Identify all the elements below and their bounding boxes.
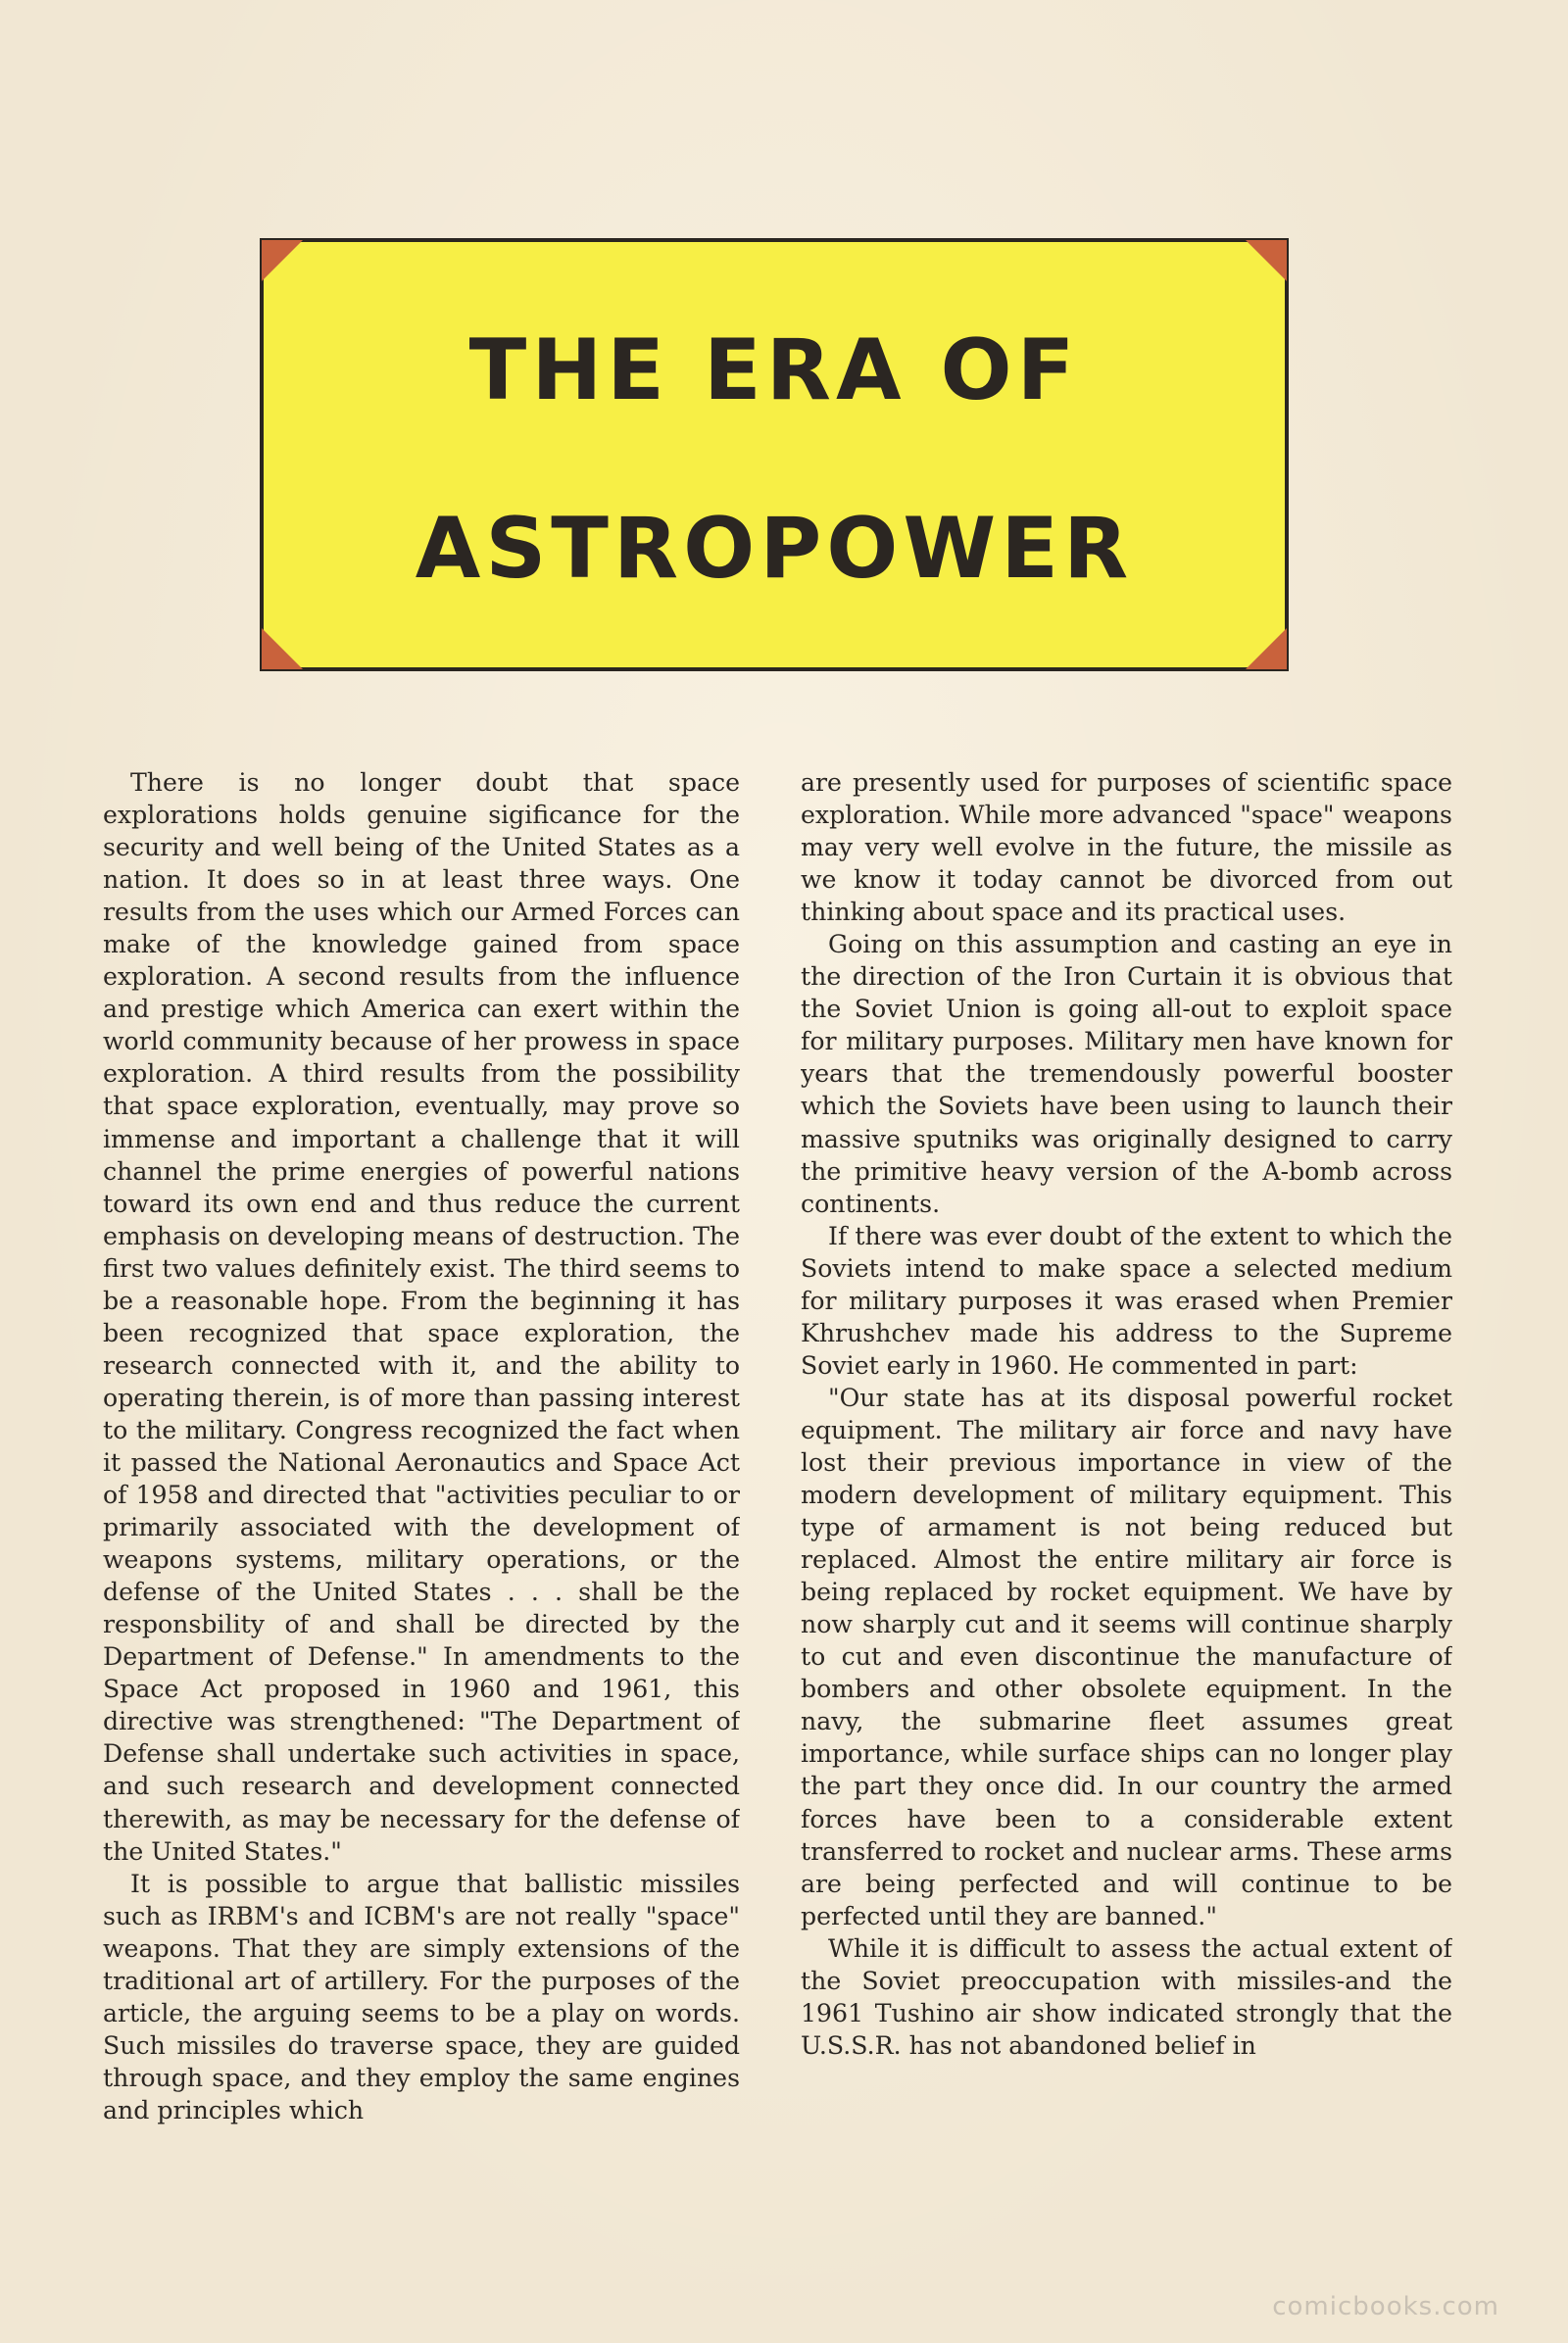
left-paragraph-1: There is no longer doubt that space explorations holds genuine sigificance for the security and well being of the United States as a nation. It does so in at least three ways. One results from the uses which our Armed Forces can make of the knowledge gained from space exploration. A second results from the influence and prestige which America can exert within the world community because of her prowess in space exploration. A third results from the possibility that space exploration, eventually, may prove so immense and important a challenge that it will channel the prime energies of powerful nations toward its own end and thus reduce the current emphasis on developing means of destruction. The first two values definitely exist. The third seems to be a reasonable hope. From the beginning it has been recognized that space exploration, the research connected with it, and the ability to operating therein, is of more than passing interest to the military. Congress recognized the fact when it passed the National Aeronautics and Space Act of 1958 and directed that "activities peculiar to or primarily associated with the development of weapons systems, military operations, or the defense of the United States . . . shall be the responsbility of and shall be directed by the Department of Defense." In amendments to the Space Act proposed in 1960 and 1961, this directive was strengthened: "The Department of Defense shall undertake such activities in space, and such research and development connected therewith, as may be necessary for the defense of the United States." [103,768,740,1866]
right-paragraph-2: If there was ever doubt of the extent to which the Soviets intend to make space a selected medium for military purposes it was erased when Premier Khrushchev made his address to the Supreme Soviet early in 1960. He commented in part: [801,1221,1452,1380]
watermark: comicbooks.com [1272,2292,1499,2321]
left-column [103,766,740,2187]
corner-ornament-top-right [1246,240,1287,281]
left-paragraph-2: It is possible to argue that ballistic missiles such as IRBM's and ICBM's are not really "space" weapons. That they are simply extensions of the traditional art of artillery. For the purposes of the article, the arguing seems to be a play on words. Such missiles do traverse space, they are guided through space, and they employ the same engines and principles which [103,1869,740,2124]
title-line-2: ASTROPOWER [415,500,1134,598]
right-paragraph-3: "Our state has at its disposal powerful rocket equipment. The military air force and navy have lost their previous importance in view of the modern development of military equipment. This type of armament is not being reduced but replaced. Almost the entire military air force is being replaced by rocket equipment. We have by now sharply cut and it seems will continue sharply to cut and even discontinue the manufacture of bombers and other obsolete equipment. In the navy, the submarine fleet assumes great importance, while surface ships can no longer play the part they once did. In our country the armed forces have been to a considerable extent transferred to rocket and nuclear arms. These arms are being perfected and will continue to be perfected until they are banned." [801,1383,1452,1930]
right-paragraph-4: While it is difficult to assess the actual extent of the Soviet preoccupation with missiles-and the 1961 Tushino air show indicated strongly that the U.S.S.R. has not abandoned belief in [801,1933,1452,2060]
right-paragraph-1: Going on this assumption and casting an eye in the direction of the Iron Curtain it is obvious that the Soviet Union is going all-out to exploit space for military purposes. Military men have known for years that the tremendously powerful booster which the Soviets have been using to launch their massive sputniks was originally designed to carry the primitive heavy version of the A-bomb across continents. [801,930,1452,1218]
corner-ornament-bottom-left [262,628,303,669]
right-continuation: are presently used for purposes of scientific space exploration. While more advanced "space" weapons may very well evolve in the future, the missile as we know it today cannot be divorced from out thinking about space and its practical uses. [801,768,1452,927]
corner-ornament-bottom-right [1246,628,1287,669]
title-panel [260,238,1289,671]
right-column [801,766,1452,2187]
corner-ornament-top-left [262,240,303,281]
title-line-1: THE ERA OF [468,321,1080,419]
